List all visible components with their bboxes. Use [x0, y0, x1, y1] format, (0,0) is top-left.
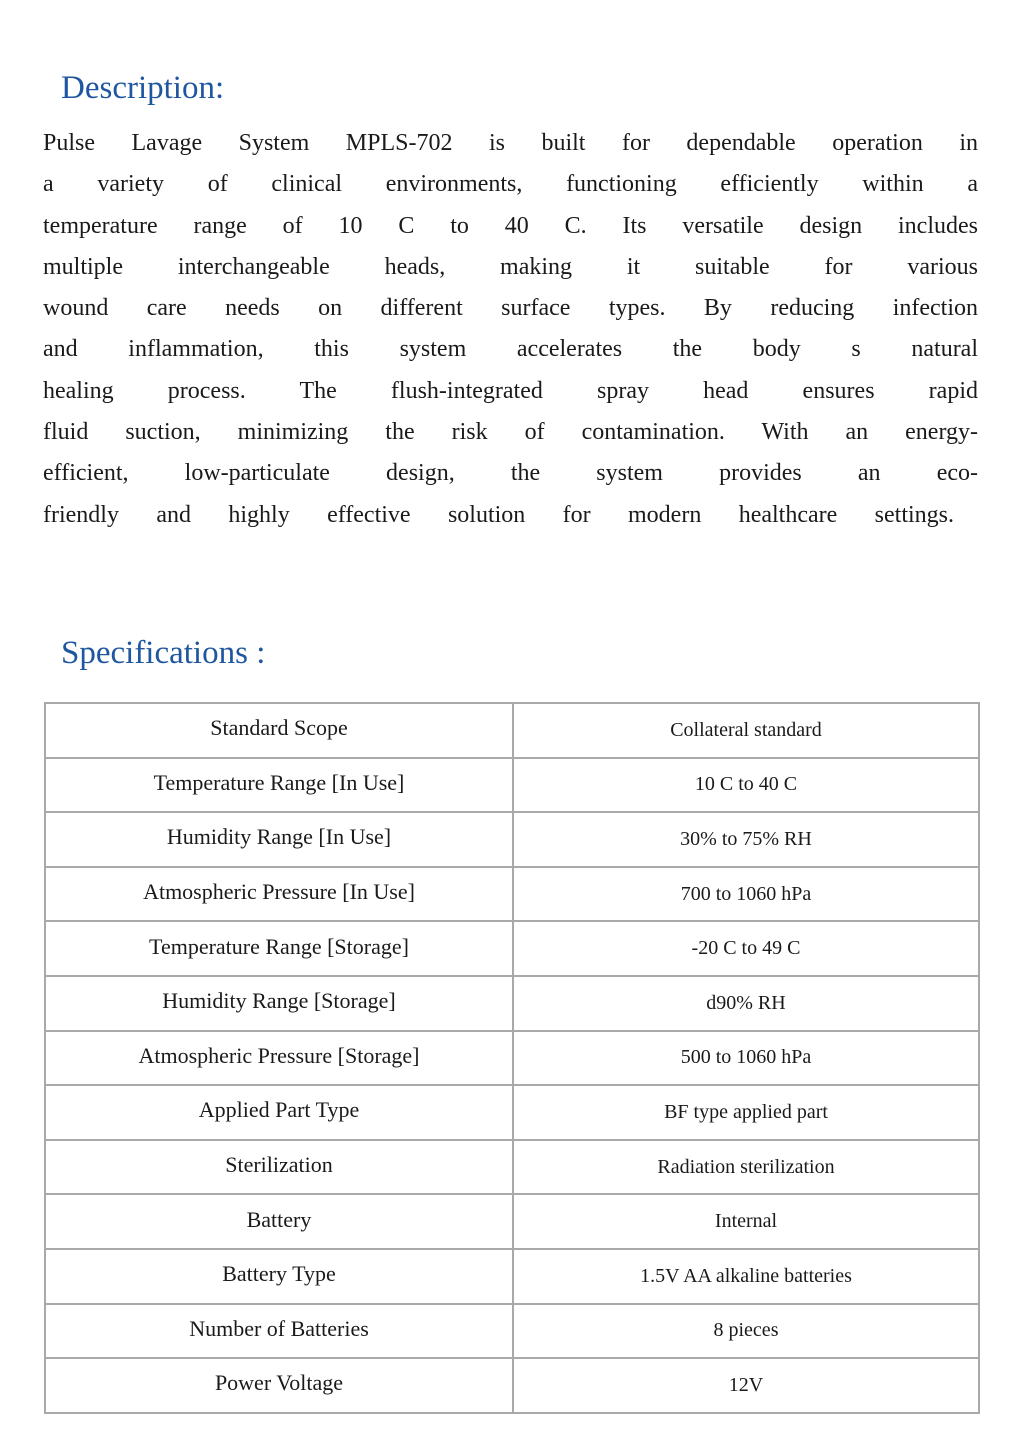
table-row [45, 1304, 979, 1359]
table-row [45, 1194, 979, 1249]
table-row [45, 812, 979, 867]
description-line: and inflammation, this system accelerates the body s natural [43, 336, 978, 363]
spec-parameter: Applied Part Type [45, 1085, 513, 1140]
description-line: a variety of clinical environments, functioning efficiently within a [43, 171, 978, 198]
description-paragraph [43, 126, 978, 539]
spec-parameter: Sterilization [45, 1140, 513, 1195]
spec-parameter: Temperature Range [In Use] [45, 758, 513, 813]
spec-value: 8 pieces [513, 1304, 979, 1359]
table-row [45, 758, 979, 813]
spec-value: d90% RH [513, 976, 979, 1031]
spec-parameter: Atmospheric Pressure [In Use] [45, 867, 513, 922]
table-row [45, 867, 979, 922]
spec-parameter: Battery [45, 1194, 513, 1249]
spec-parameter: Standard Scope [45, 703, 513, 758]
spec-parameter: Power Voltage [45, 1358, 513, 1413]
spec-parameter: Humidity Range [Storage] [45, 976, 513, 1031]
table-row [45, 921, 979, 976]
spec-value: 10 C to 40 C [513, 758, 979, 813]
spec-parameter: Atmospheric Pressure [Storage] [45, 1031, 513, 1086]
table-row [45, 976, 979, 1031]
table-row [45, 1085, 979, 1140]
description-line: friendly and highly effective solution for modern healthcare settings. [43, 501, 954, 528]
table-row [45, 703, 979, 758]
spec-value: Radiation sterilization [513, 1140, 979, 1195]
specifications-table [44, 702, 980, 1414]
description-heading: Description: [61, 70, 225, 106]
description-line: wound care needs on different surface types. By reducing infection [43, 295, 978, 322]
spec-value: BF type applied part [513, 1085, 979, 1140]
description-line: efficient, low-particulate design, the system provides an eco- [43, 460, 978, 487]
table-row [45, 1140, 979, 1195]
description-line: temperature range of 10 C to 40 C. Its versatile design includes [43, 212, 978, 239]
description-line: fluid suction, minimizing the risk of contamination. With an energy- [43, 419, 978, 446]
spec-value: 12V [513, 1358, 979, 1413]
table-row [45, 1358, 979, 1413]
spec-parameter: Battery Type [45, 1249, 513, 1304]
spec-value: -20 C to 49 C [513, 921, 979, 976]
spec-parameter: Temperature Range [Storage] [45, 921, 513, 976]
spec-value: 700 to 1060 hPa [513, 867, 979, 922]
description-line: multiple interchangeable heads, making it suitable for various [43, 253, 978, 280]
spec-value: Internal [513, 1194, 979, 1249]
spec-parameter: Humidity Range [In Use] [45, 812, 513, 867]
table-row [45, 1031, 979, 1086]
spec-value: 500 to 1060 hPa [513, 1031, 979, 1086]
table-row [45, 1249, 979, 1304]
description-line: Pulse Lavage System MPLS-702 is built for dependable operation in [43, 130, 978, 156]
spec-value: 1.5V AA alkaline batteries [513, 1249, 979, 1304]
spec-value: Collateral standard [513, 703, 979, 758]
specifications-heading: Specifications : [61, 635, 266, 671]
spec-value: 30% to 75% RH [513, 812, 979, 867]
description-line: healing process. The flush-integrated spray head ensures rapid [43, 377, 978, 404]
spec-parameter: Number of Batteries [45, 1304, 513, 1359]
